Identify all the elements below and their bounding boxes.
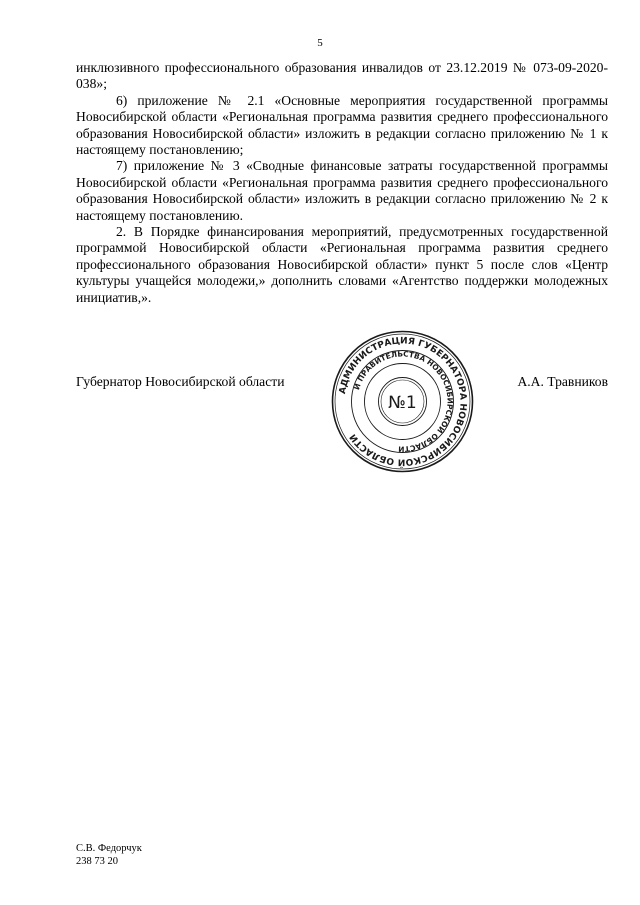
paragraph-item-6: 6) приложение № 2.1 «Основные мероприятия государственной программы Новосибирской области «Региональная программа развития среднего профессионального образования Новосибирской области» изложить в редакции согласно приложению № 1 к настоящему постановлению; [76,92,608,158]
document-body [76,60,608,306]
paragraph-item-7: 7) приложение № 3 «Сводные финансовые затраты государственной программы Новосибирской области «Региональная программа развития среднего профессионального образования Новосибирской области» изложить в редакции согласно приложению № 2 к настоящему постановлению. [76,158,608,223]
paragraph-continuation: инклюзивного профессионального образования инвалидов от 23.12.2019 № 073-09-2020-038»; [76,60,608,92]
executor-block [76,843,142,868]
official-seal-stamp [330,329,475,474]
seal-inner-lettering: И ПРАВИТЕЛЬСТВА НОВОСИБИРСКОЙ ОБЛАСТИ [352,349,455,454]
executor-name: С.В. Федорчук [76,843,142,854]
executor-phone: 238 73 20 [76,855,118,867]
signatory-title: Губернатор Новосибирской области [76,374,285,389]
paragraph-item-2: 2. В Порядке финансирования мероприятий, предусмотренных государственной программой Новосибирской области «Региональная программа развития среднего профессионального образования Новосибирской области» пункт 5 после слов «Центр культуры учащейся молодежи,» дополнить словами «Агентство поддержки молодежных инициатив,». [76,224,608,305]
signatory-name: А.А. Травников [517,374,608,389]
seal-center-number: №1 [388,393,417,413]
seal-outer-lettering: АДМИНИСТРАЦИЯ ГУБЕРНАТОРА НОВОСИБИРСКОЙ ОБЛАСТИ [337,336,468,467]
page-number: 5 [317,37,323,49]
